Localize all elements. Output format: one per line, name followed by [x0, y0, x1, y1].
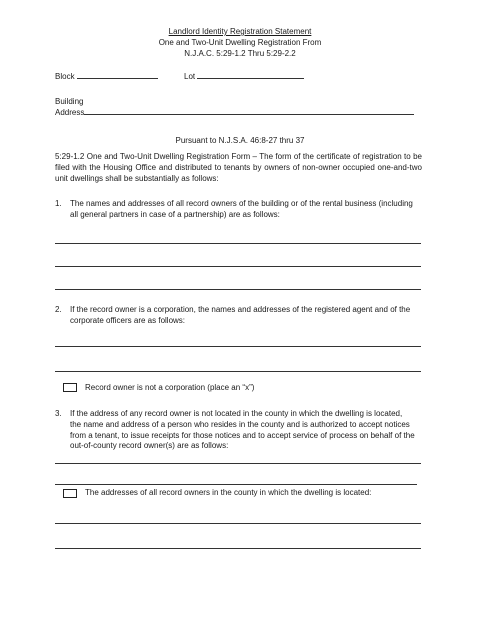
item2-answer-line-1[interactable] — [55, 346, 421, 347]
block-field — [55, 72, 158, 83]
address-field — [55, 108, 414, 119]
regulation-reference: N.J.A.C. 5:29-1.2 Thru 5:29-2.2 — [184, 49, 296, 58]
form-title: Landlord Identity Registration Statement — [168, 27, 312, 36]
lot-input-line[interactable] — [197, 78, 304, 79]
form-subtitle: One and Two-Unit Dwelling Registration From — [158, 38, 322, 47]
block-label: Block — [55, 72, 75, 81]
item1-answer-line-1[interactable] — [55, 243, 421, 244]
in-county-addresses-label: The addresses of all record owners in the county in which the dwelling is located: — [85, 488, 372, 497]
item3-number: 3. — [55, 409, 62, 418]
item3-answer-line-2[interactable] — [55, 484, 417, 485]
not-corporation-label: Record owner is not a corporation (place an “x”) — [85, 383, 255, 392]
not-corporation-checkbox[interactable] — [63, 383, 77, 392]
item1-answer-line-3[interactable] — [55, 289, 421, 290]
item2-answer-line-2[interactable] — [55, 371, 421, 372]
lot-label: Lot — [184, 72, 196, 81]
address-input-line[interactable] — [84, 114, 414, 115]
item1-answer-line-2[interactable] — [55, 266, 421, 267]
address-label: Address — [55, 108, 85, 117]
block-input-line[interactable] — [77, 78, 158, 79]
item1-number: 1. — [55, 199, 62, 208]
item2-text: If the record owner is a corporation, the names and addresses of the registered agent and of the corporate officers are as follows: — [70, 305, 411, 325]
intro-paragraph: 5:29-1.2 One and Two-Unit Dwelling Registration Form – The form of the certificate of registration to be filed with the Housing Office and distributed to tenants by owners of non-owner occupied one-and-two unit dwellings shall be substantially as follows: — [55, 152, 422, 183]
item3-answer-line-1[interactable] — [55, 463, 421, 464]
item1-text: The names and addresses of all record owners of the building or of the rental business (including all general partners in case of a partnership) are as follows: — [70, 199, 413, 219]
lot-field — [184, 72, 304, 83]
in-county-addresses-checkbox[interactable] — [63, 489, 77, 498]
in-county-answer-line-1[interactable] — [55, 523, 421, 524]
building-label: Building — [55, 97, 84, 106]
pursuant-statement: Pursuant to N.J.S.A. 46:8-27 thru 37 — [175, 136, 305, 145]
in-county-answer-line-2[interactable] — [55, 548, 421, 549]
item3-text: If the address of any record owner is not located in the county in which the dwelling is located, the name and address of a person who resides in the county and is authorized to accept notices from a tenant, to issue receipts for those notices and to accept service of process on behalf of the out-of-county record owner(s) are as follows: — [70, 409, 415, 451]
item2-number: 2. — [55, 305, 62, 314]
